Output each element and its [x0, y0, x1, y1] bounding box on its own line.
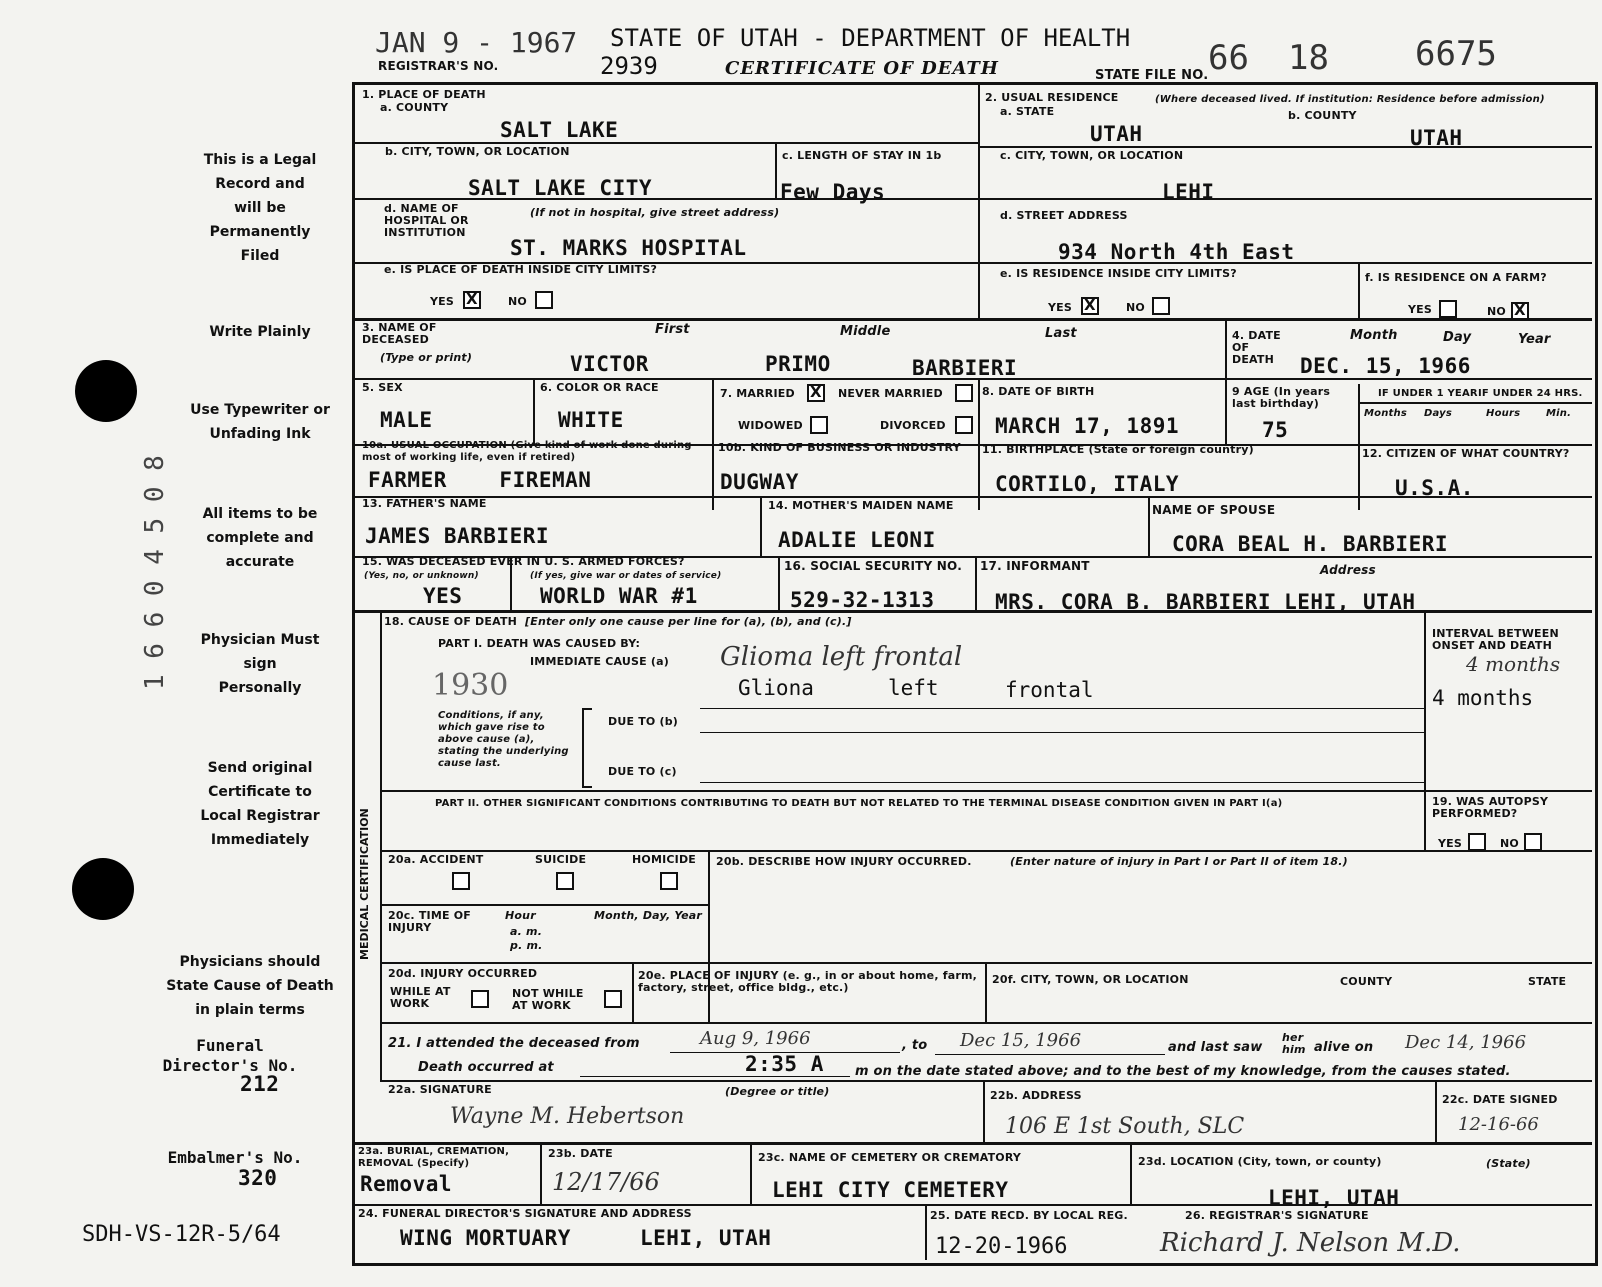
label-ssn: 16. SOCIAL SECURITY NO.	[784, 559, 962, 573]
value-physician-address: 106 E 1st South, SLC	[1005, 1114, 1245, 1139]
label-first: First	[655, 322, 690, 337]
label-registrar-signature: 26. REGISTRAR'S SIGNATURE	[1185, 1209, 1369, 1222]
label-physician-address: 22b. ADDRESS	[990, 1089, 1082, 1102]
value-location: LEHI, UTAH	[1268, 1186, 1400, 1210]
state-file-part-b: 18	[1288, 38, 1329, 78]
label-county: a. COUNTY	[380, 101, 449, 114]
divider	[533, 378, 535, 444]
checkbox-suicide[interactable]	[556, 872, 574, 890]
vertical-serial-number: 1 6 6 0 4 5 0 8	[140, 455, 170, 690]
funeral-director-no: 212	[240, 1072, 280, 1096]
label-date-of-death: 4. DATE OF DEATH	[1232, 329, 1281, 366]
label-year: Year	[1518, 332, 1551, 347]
label-interval: INTERVAL BETWEEN ONSET AND DEATH	[1432, 627, 1559, 652]
registrar-signature: Richard J. Nelson M.D.	[1160, 1228, 1461, 1258]
checkbox-homicide[interactable]	[660, 872, 678, 890]
divider	[778, 556, 780, 610]
sidebar-state-cause: Physicians should State Cause of Death in plain terms	[166, 954, 334, 1018]
label-injury-county: COUNTY	[1340, 975, 1393, 988]
medical-certification-label: MEDICAL CERTIFICATION	[358, 808, 371, 960]
value-occupation: FARMER FIREMAN	[368, 468, 592, 492]
divider	[380, 612, 382, 1080]
typed-cause-2: left	[888, 676, 939, 700]
value-middle-name: PRIMO	[765, 352, 831, 376]
label-immediate-cause: IMMEDIATE CAUSE (a)	[530, 655, 669, 668]
divider	[354, 318, 1592, 321]
label-injury-note: (Enter nature of injury in Part I or Part II of item 18.)	[1010, 855, 1348, 868]
label-while-at-work: WHILE AT WORK	[390, 985, 451, 1010]
checkbox-widowed[interactable]	[810, 416, 828, 434]
funeral-director-label: Funeral Director's No.	[162, 1036, 298, 1075]
binder-hole-top	[75, 360, 137, 422]
embalmer-label: Embalmer's No.	[167, 1148, 303, 1167]
sidebar-physician: Physician Must sign Personally	[200, 632, 320, 696]
label-injury-state: STATE	[1528, 975, 1567, 988]
value-res-state: UTAH	[1090, 122, 1143, 146]
divider	[540, 1142, 542, 1204]
registrar-date-stamp: JAN 9 - 1967	[375, 26, 578, 59]
label-month-day-year: Month, Day, Year	[594, 909, 703, 922]
value-street: 934 North 4th East	[1058, 240, 1295, 264]
sidebar-legal: This is a Legal Record and will be Permanently Filed	[203, 152, 317, 264]
divider	[1435, 1080, 1437, 1142]
divider	[700, 782, 1424, 783]
label-to: , to	[902, 1038, 928, 1053]
label-cemetery: 23c. NAME OF CEMETERY OR CREMATORY	[758, 1151, 1022, 1164]
sidebar-items: All items to be complete and accurate	[202, 506, 318, 570]
conditions-bracket	[582, 708, 592, 788]
label-signature: 22a. SIGNATURE	[388, 1083, 492, 1096]
label-divorced: DIVORCED	[880, 419, 946, 432]
label-length-of-stay: c. LENGTH OF STAY IN 1b	[782, 149, 942, 162]
checkbox-autopsy-yes[interactable]	[1468, 833, 1486, 851]
checkbox-death-city-yes[interactable]	[463, 291, 481, 309]
value-funeral-home: WING MORTUARY	[400, 1226, 571, 1250]
checkbox-death-city-no[interactable]	[535, 291, 553, 309]
typed-cause-1: Gliona	[738, 676, 814, 700]
label-autopsy: 19. WAS AUTOPSY PERFORMED?	[1432, 795, 1549, 820]
sidebar-send: Send original Certificate to Local Registrar Immediately	[200, 760, 320, 848]
value-spouse: CORA BEAL H. BARBIERI	[1172, 532, 1449, 556]
label-injury-city: 20f. CITY, TOWN, OR LOCATION	[992, 973, 1189, 986]
label-armed-forces: 15. WAS DECEASED EVER IN U. S. ARMED FORCES?	[362, 555, 685, 568]
label-no: NO	[1126, 301, 1145, 314]
label-part-1: PART I. DEATH WAS CAUSED BY:	[438, 637, 641, 650]
divider	[380, 1022, 1592, 1024]
divider	[1148, 496, 1150, 556]
label-not-while-at-work: NOT WHILE AT WORK	[512, 987, 584, 1012]
value-hospital: ST. MARKS HOSPITAL	[510, 236, 747, 260]
handwritten-cause: Glioma left frontal	[720, 642, 963, 672]
value-last-name: BARBIERI	[912, 356, 1018, 380]
label-informant: 17. INFORMANT	[980, 559, 1090, 573]
label-inside-city-limits: e. IS PLACE OF DEATH INSIDE CITY LIMITS?	[384, 263, 658, 276]
sidebar-typewriter: Use Typewriter or Unfading Ink	[190, 402, 330, 442]
label-place-of-death: 1. PLACE OF DEATH	[362, 88, 486, 101]
label-due-to-b: DUE TO (b)	[608, 715, 679, 728]
label-hour: Hour	[505, 909, 536, 922]
value-date-of-birth: MARCH 17, 1891	[995, 414, 1180, 438]
value-disposition-date: 12/17/66	[552, 1168, 660, 1196]
checkbox-farm-no[interactable]	[1511, 302, 1529, 320]
divider	[354, 1204, 1592, 1206]
embalmer-no: 320	[238, 1166, 278, 1190]
value-citizen: U.S.A.	[1395, 476, 1474, 500]
value-first-name: VICTOR	[570, 352, 649, 376]
divider	[380, 850, 1592, 852]
label-residence-note: (Where deceased lived. If institution: Residence before admission)	[1155, 94, 1545, 105]
label-days: Days	[1424, 408, 1453, 419]
label-farm: f. IS RESIDENCE ON A FARM?	[1365, 271, 1547, 284]
label-cause-of-death: 18. CAUSE OF DEATH	[384, 615, 518, 628]
label-hospital-note: (If not in hospital, give street address)	[530, 206, 780, 219]
divider	[775, 142, 777, 198]
divider	[1358, 402, 1592, 404]
value-death-time: 2:35 A	[745, 1052, 824, 1076]
label-under-24-hrs: IF UNDER 24 HRS.	[1478, 388, 1583, 399]
value-length-of-stay: Few Days	[780, 180, 886, 204]
underline	[580, 1076, 850, 1077]
label-degree: (Degree or title)	[725, 1085, 830, 1098]
divider	[978, 84, 980, 318]
divider	[700, 708, 1424, 709]
divider	[1358, 262, 1360, 318]
value-age: 75	[1262, 418, 1289, 442]
label-name-of-deceased: 3. NAME OF DECEASED	[362, 321, 437, 346]
label-state: a. STATE	[1000, 105, 1055, 118]
handwritten-interval: 4 months	[1466, 652, 1561, 676]
label-injury-occurred: 20d. INJURY OCCURRED	[388, 967, 538, 980]
label-under-1-year: IF UNDER 1 YEAR	[1378, 388, 1478, 399]
label-never-married: NEVER MARRIED	[838, 387, 943, 400]
state-file-label: STATE FILE NO.	[1095, 68, 1209, 83]
label-no: NO	[1500, 837, 1519, 850]
form-code: SDH-VS-12R-5/64	[82, 1222, 281, 1247]
label-min: Min.	[1546, 408, 1572, 419]
value-res-city: LEHI	[1162, 180, 1215, 204]
handwritten-code: 1930	[432, 668, 509, 703]
value-date-of-death: DEC. 15, 1966	[1300, 354, 1471, 378]
divider	[750, 1142, 752, 1204]
label-months: Months	[1364, 408, 1407, 419]
physician-signature: Wayne M. Hebertson	[450, 1104, 685, 1129]
label-armed-note-2: (If yes, give war or dates of service)	[530, 571, 722, 581]
value-county: SALT LAKE	[500, 118, 619, 142]
label-city: b. CITY, TOWN, OR LOCATION	[385, 145, 570, 158]
label-state-paren: (State)	[1486, 1157, 1531, 1170]
binder-hole-bottom	[72, 858, 134, 920]
value-date-received: 12-20-1966	[935, 1234, 1068, 1259]
label-yes: YES	[1048, 301, 1073, 314]
label-occupation: 10a. USUAL OCCUPATION (Give kind of work done during most of working life, even if retired)	[362, 440, 692, 463]
label-res-city: c. CITY, TOWN, OR LOCATION	[1000, 149, 1184, 162]
label-day: Day	[1443, 330, 1472, 345]
label-married: 7. MARRIED	[720, 387, 795, 400]
sidebar-write: Write Plainly	[209, 324, 311, 340]
label-date-signed: 22c. DATE SIGNED	[1442, 1093, 1558, 1106]
state-title: STATE OF UTAH - DEPARTMENT OF HEALTH	[610, 24, 1131, 52]
label-month: Month	[1350, 328, 1398, 343]
label-hospital: d. NAME OF HOSPITAL OR INSTITUTION	[384, 202, 469, 239]
checkbox-divorced[interactable]	[955, 416, 973, 434]
label-last: Last	[1045, 326, 1077, 341]
label-birthplace: 11. BIRTHPLACE (State or foreign country)	[982, 443, 1254, 456]
label-her-him: her him	[1282, 1031, 1306, 1056]
label-death-occurred: Death occurred at	[418, 1060, 554, 1075]
label-disposition: 23a. BURIAL, CREMATION, REMOVAL (Specify)	[358, 1146, 510, 1169]
divider	[354, 142, 978, 144]
value-attended-from: Aug 9, 1966	[700, 1028, 811, 1049]
label-suicide: SUICIDE	[535, 853, 587, 866]
label-accident: 20a. ACCIDENT	[388, 853, 484, 866]
checkbox-married[interactable]	[807, 384, 825, 402]
label-cause-note: [Enter only one cause per line for (a), (b), and (c).]	[525, 615, 852, 628]
label-part-2: PART II. OTHER SIGNIFICANT CONDITIONS CONTRIBUTING TO DEATH BUT NOT RELATED TO THE TERMINAL DISEASE CONDITION GIVEN IN PART I(a)	[435, 798, 1283, 809]
label-widowed: WIDOWED	[738, 419, 803, 432]
checkbox-autopsy-no[interactable]	[1524, 833, 1542, 851]
label-date-received: 25. DATE RECD. BY LOCAL REG.	[930, 1209, 1128, 1222]
value-mother: ADALIE LEONI	[778, 528, 936, 552]
label-type-or-print: (Type or print)	[380, 351, 473, 364]
label-usual-residence: 2. USUAL RESIDENCE	[985, 91, 1119, 104]
label-disposition-date: 23b. DATE	[548, 1147, 613, 1160]
divider	[760, 496, 762, 556]
divider	[708, 850, 710, 1022]
label-spouse: NAME OF SPOUSE	[1152, 503, 1276, 517]
value-funeral-city: LEHI, UTAH	[640, 1226, 772, 1250]
divider	[1424, 790, 1426, 852]
value-race: WHITE	[558, 408, 624, 432]
label-time-of-injury: 20c. TIME OF INJURY	[388, 909, 471, 934]
label-age: 9 AGE (In years last birthday)	[1232, 385, 1331, 410]
divider	[380, 790, 1592, 792]
label-homicide: HOMICIDE	[632, 853, 697, 866]
label-res-inside-city: e. IS RESIDENCE INSIDE CITY LIMITS?	[1000, 267, 1237, 280]
value-disposition: Removal	[360, 1172, 453, 1196]
label-date-stated: m on the date stated above; and to the best of my knowledge, from the causes stated.	[855, 1064, 1511, 1079]
value-cemetery: LEHI CITY CEMETERY	[772, 1178, 1009, 1202]
label-place-of-injury: 20e. PLACE OF INJURY (e. g., in or about home, farm, factory, street, office bldg., etc.)	[638, 969, 978, 994]
value-city: SALT LAKE CITY	[468, 176, 653, 200]
divider	[983, 1080, 985, 1142]
checkbox-not-while-at-work[interactable]	[604, 990, 622, 1008]
value-sex: MALE	[380, 408, 433, 432]
value-business: DUGWAY	[720, 470, 799, 494]
typed-interval: 4 months	[1432, 686, 1534, 710]
label-injury-description: 20b. DESCRIBE HOW INJURY OCCURRED.	[716, 855, 972, 868]
value-ssn: 529-32-1313	[790, 588, 935, 612]
label-father: 13. FATHER'S NAME	[362, 497, 487, 510]
divider	[975, 556, 977, 610]
value-armed-forces: YES	[423, 584, 463, 608]
divider	[1130, 1142, 1132, 1204]
checkbox-never-married[interactable]	[955, 384, 973, 402]
label-sex: 5. SEX	[362, 381, 403, 394]
divider	[980, 146, 1592, 148]
divider	[1225, 320, 1227, 444]
registrar-no: 2939	[600, 52, 658, 80]
checkbox-while-at-work[interactable]	[471, 990, 489, 1008]
checkbox-res-city-yes[interactable]	[1081, 297, 1099, 315]
value-war: WORLD WAR #1	[540, 584, 698, 608]
label-no: NO	[508, 295, 527, 308]
checkbox-res-city-no[interactable]	[1152, 297, 1170, 315]
value-informant: MRS. CORA B. BARBIERI LEHI, UTAH	[995, 590, 1416, 614]
label-business: 10b. KIND OF BUSINESS OR INDUSTRY	[718, 441, 961, 454]
divider	[700, 732, 1424, 733]
value-date-signed: 12-16-66	[1458, 1114, 1539, 1135]
typed-cause-3: frontal	[1005, 678, 1094, 702]
label-pm: p. m.	[510, 939, 543, 952]
certificate-title: CERTIFICATE OF DEATH	[725, 58, 999, 79]
checkbox-farm-yes[interactable]	[1439, 300, 1457, 318]
label-location: 23d. LOCATION (City, town, or county)	[1138, 1155, 1382, 1168]
label-funeral-director: 24. FUNERAL DIRECTOR'S SIGNATURE AND ADDRESS	[358, 1207, 692, 1220]
label-hours: Hours	[1486, 408, 1521, 419]
value-father: JAMES BARBIERI	[365, 524, 550, 548]
divider	[380, 904, 708, 906]
label-date-of-birth: 8. DATE OF BIRTH	[982, 385, 1095, 398]
label-middle: Middle	[840, 324, 891, 339]
label-alive-on: alive on	[1314, 1040, 1374, 1055]
value-attended-to: Dec 15, 1966	[960, 1030, 1082, 1051]
divider	[632, 962, 634, 1022]
label-street: d. STREET ADDRESS	[1000, 209, 1128, 222]
value-res-county: UTAH	[1410, 126, 1463, 150]
label-due-to-c: DUE TO (c)	[608, 765, 677, 778]
value-last-saw-alive: Dec 14, 1966	[1405, 1032, 1527, 1053]
label-mother: 14. MOTHER'S MAIDEN NAME	[768, 499, 954, 512]
label-am: a. m.	[510, 925, 543, 938]
label-last-saw: and last saw	[1168, 1040, 1263, 1055]
value-birthplace: CORTILO, ITALY	[995, 472, 1180, 496]
label-no: NO	[1487, 305, 1506, 318]
state-file-part-a: 66	[1208, 38, 1249, 78]
label-armed-note-1: (Yes, no, or unknown)	[364, 571, 479, 581]
label-res-county: b. COUNTY	[1288, 109, 1357, 122]
divider	[985, 962, 987, 1022]
label-attended-from: 21. I attended the deceased from	[388, 1036, 640, 1051]
label-address: Address	[1320, 563, 1376, 577]
label-yes: YES	[1438, 837, 1463, 850]
divider	[925, 1204, 927, 1260]
underline	[935, 1054, 1165, 1055]
divider	[380, 1080, 1592, 1082]
label-yes: YES	[1408, 303, 1433, 316]
label-citizen: 12. CITIZEN OF WHAT COUNTRY?	[1362, 447, 1570, 460]
checkbox-accident[interactable]	[452, 872, 470, 890]
registrar-no-label: REGISTRAR'S NO.	[378, 59, 499, 73]
label-race: 6. COLOR OR RACE	[540, 381, 659, 394]
label-yes: YES	[430, 295, 455, 308]
state-file-part-c: 6675	[1415, 34, 1497, 74]
label-conditions: Conditions, if any, which gave rise to above cause (a), stating the underlying cause last.	[438, 710, 569, 769]
